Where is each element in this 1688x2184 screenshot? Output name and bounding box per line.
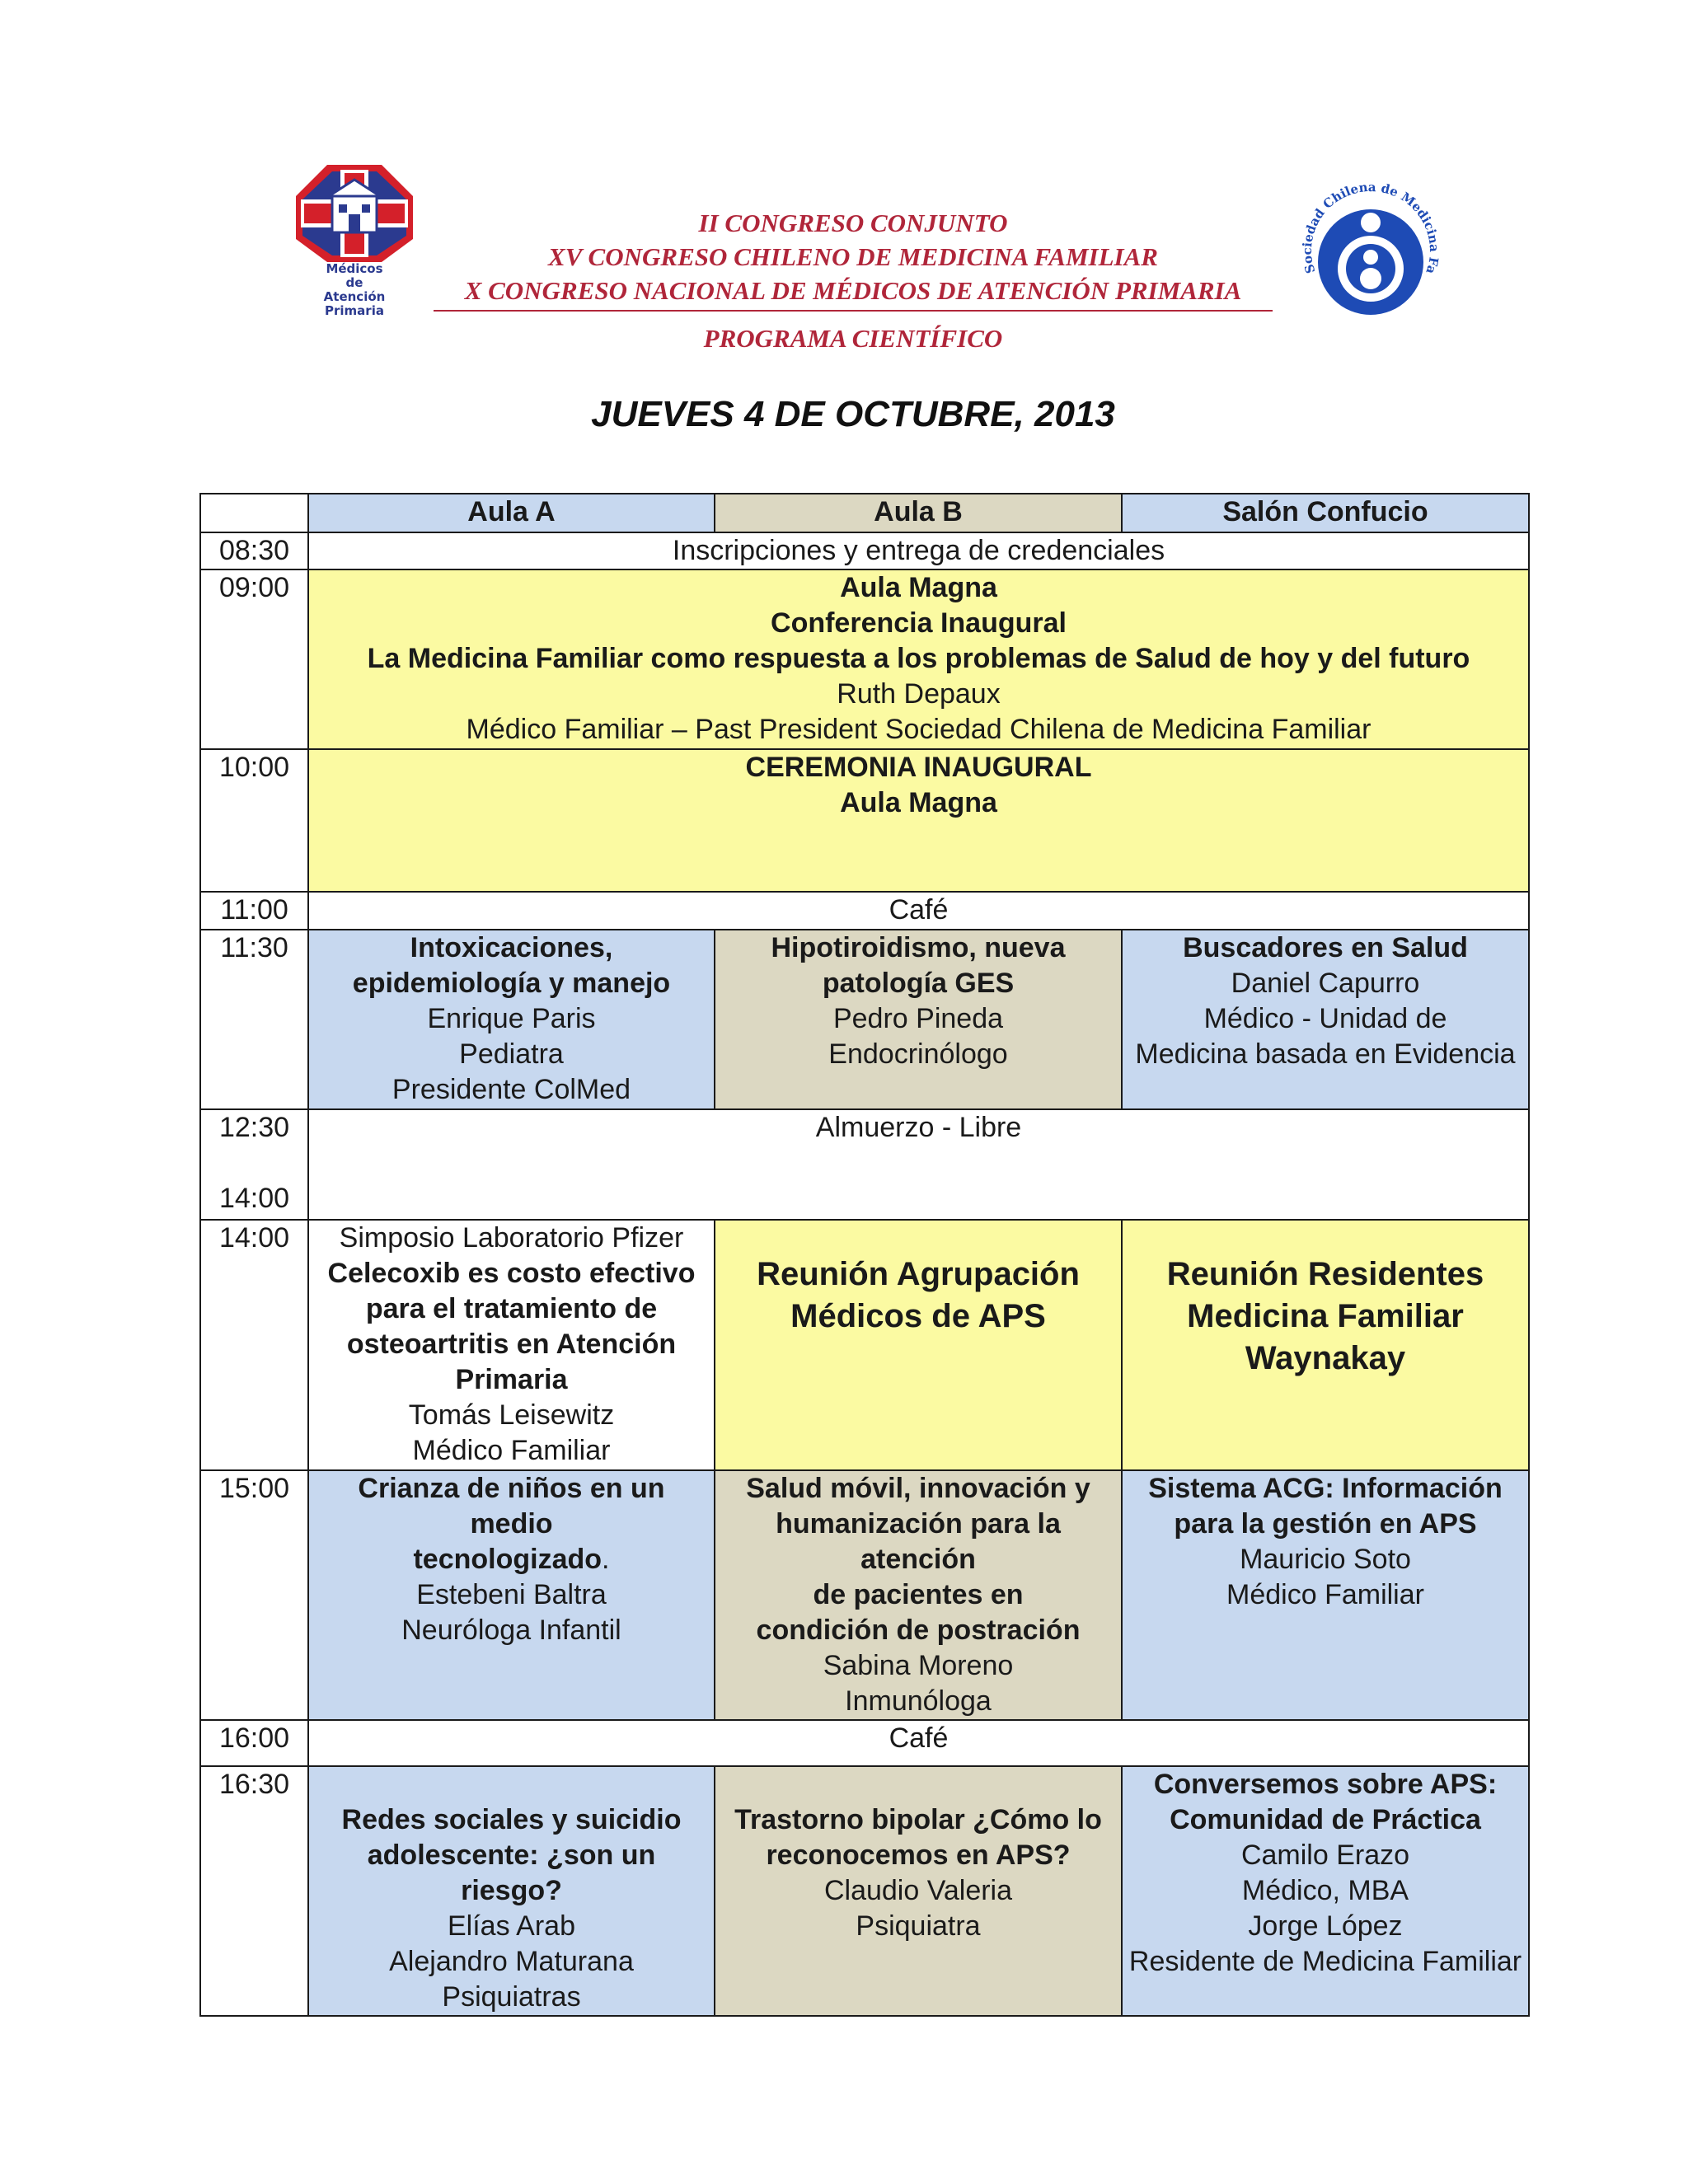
- header-aula-b: Aula B: [715, 494, 1122, 532]
- speaker: Elías Arab: [448, 1910, 575, 1942]
- time-cell: 08:30: [200, 532, 308, 569]
- logo-left-line2: de: [345, 275, 363, 290]
- session-title: Primaria: [455, 1364, 568, 1395]
- session-cell-salon-confucio: [1122, 1220, 1529, 1470]
- speaker-role: Neuróloga Infantil: [401, 1615, 621, 1646]
- coffee-break-cell: Café: [308, 1720, 1529, 1766]
- symposium-sponsor: Simposio Laboratorio Pfizer: [339, 1222, 684, 1254]
- session-title: para la gestión en APS: [1174, 1508, 1477, 1540]
- session-cell-aula-a: [308, 930, 715, 1109]
- header-salon-confucio: Salón Confucio: [1122, 494, 1529, 532]
- session-title: de pacientes en: [813, 1579, 1024, 1610]
- table-row: [200, 1470, 1529, 1720]
- speaker-role: Médico Familiar – Past President Sociedad Chilena de Medicina Familiar: [466, 714, 1372, 745]
- session-title: Hipotiroidismo, nueva: [771, 932, 1066, 963]
- session-title: adolescente: ¿son un riesgo?: [367, 1840, 656, 1906]
- session-cell-salon-confucio: [1122, 1766, 1529, 2016]
- table-row: [200, 569, 1529, 749]
- time-cell: [200, 1109, 308, 1220]
- table-row: [200, 1220, 1529, 1470]
- table-row: [200, 749, 1529, 892]
- session-cell-aula-a: [308, 1470, 715, 1720]
- speaker: Claudio Valeria: [823, 1875, 1013, 1906]
- speaker: Ruth Depaux: [837, 678, 1001, 710]
- table-row: [200, 892, 1529, 930]
- session-title: Trastorno bipolar ¿Cómo lo: [734, 1804, 1102, 1835]
- meeting-title: Reunión Agrupación: [757, 1256, 1080, 1292]
- table-row: [200, 930, 1529, 1109]
- registration-cell: Inscripciones y entrega de credenciales: [308, 532, 1529, 569]
- session-title: La Medicina Familiar como respuesta a los problemas de Salud de hoy y del futuro: [367, 643, 1470, 674]
- time-cell: 14:00: [200, 1220, 308, 1470]
- venue: Aula Magna: [840, 787, 997, 818]
- header-line-3: X CONGRESO NACIONAL DE MÉDICOS DE ATENCIÓN PRIMARIA: [464, 276, 1242, 305]
- speaker: Daniel Capurro: [1231, 968, 1420, 999]
- speaker: Tomás Leisewitz: [408, 1399, 615, 1431]
- meeting-title: Reunión Residentes: [1166, 1256, 1484, 1292]
- header-divider: [434, 310, 1273, 312]
- session-cell-aula-b: [715, 1470, 1122, 1720]
- table-header-row: [200, 494, 1529, 532]
- speaker: Enrique Paris: [427, 1003, 596, 1034]
- header-aula-a: Aula A: [308, 494, 715, 532]
- speaker-role: Médico - Unidad de: [1203, 1003, 1447, 1034]
- schedule-table: [199, 493, 1530, 2017]
- session-title: humanización para la atención: [776, 1508, 1061, 1575]
- logo-left-line3: Atención Primaria: [323, 289, 386, 318]
- program-title: PROGRAMA CIENTÍFICO: [703, 324, 1003, 353]
- coffee-break-cell: Café: [308, 892, 1529, 930]
- time-cell: 16:30: [200, 1766, 308, 2016]
- session-title: reconocemos en APS?: [766, 1840, 1071, 1871]
- time-cell: 11:00: [200, 892, 308, 930]
- session-cell-aula-b: [715, 1220, 1122, 1470]
- meeting-title: Médicos de APS: [790, 1298, 1046, 1334]
- logo-ring-text: Sociedad Chilena de Medicina Fa: [1299, 179, 1442, 276]
- session-title: tecnologizado: [413, 1544, 603, 1575]
- header-line-1: II CONGRESO CONJUNTO: [698, 209, 1008, 237]
- family-circle-icon: [1292, 173, 1449, 330]
- day-title: JUEVES 4 DE OCTUBRE, 2013: [591, 394, 1115, 434]
- session-title: Sistema ACG: Información: [1148, 1473, 1503, 1504]
- table-row: [200, 1109, 1529, 1220]
- session-cell-aula-b: [715, 1766, 1122, 2016]
- time-end: 14:00: [218, 1183, 290, 1214]
- session-cell-salon-confucio: [1122, 930, 1529, 1109]
- corner-cell: [200, 494, 308, 532]
- header-line-2: XV CONGRESO CHILENO DE MEDICINA FAMILIAR: [548, 242, 1158, 271]
- speaker: Mauricio Soto: [1240, 1544, 1411, 1575]
- meeting-title: Waynakay: [1245, 1340, 1406, 1376]
- speaker-role: Residente de Medicina Familiar: [1128, 1946, 1522, 1977]
- speaker: Estebeni Baltra: [416, 1579, 607, 1610]
- table-row: [200, 532, 1529, 569]
- cross-house-icon: [293, 162, 416, 265]
- speaker-role: Médico, MBA: [1241, 1875, 1409, 1906]
- speaker-role: Médico Familiar: [1226, 1579, 1424, 1610]
- time-cell: 15:00: [200, 1470, 308, 1720]
- session-cell-aula-a: [308, 1766, 715, 2016]
- session-title: Redes sociales y suicidio: [341, 1804, 682, 1835]
- speaker-role: Endocrinólogo: [828, 1038, 1008, 1070]
- speaker: Sabina Moreno: [823, 1650, 1014, 1681]
- session-title: patología GES: [822, 968, 1015, 999]
- speaker: Pedro Pineda: [832, 1003, 1004, 1034]
- session-cell-aula-a: [308, 1220, 715, 1470]
- time-cell: 09:00: [200, 569, 308, 749]
- session-title: Intoxicaciones,: [410, 932, 613, 963]
- medicos-atencion-primaria-logo: [293, 162, 416, 318]
- session-cell-salon-confucio: [1122, 1470, 1529, 1720]
- speaker-role: Medicina basada en Evidencia: [1135, 1038, 1516, 1070]
- table-row: [200, 1766, 1529, 2016]
- session-title: Crianza de niños en un medio: [358, 1473, 665, 1540]
- speaker: Alejandro Maturana: [389, 1946, 634, 1977]
- meeting-title: Medicina Familiar: [1187, 1298, 1464, 1334]
- table-row: [200, 1720, 1529, 1766]
- inaugural-ceremony-cell: [308, 749, 1529, 892]
- ceremony-title: CEREMONIA INAUGURAL: [745, 752, 1092, 783]
- session-title-punct: .: [602, 1544, 610, 1575]
- session-title: Salud móvil, innovación y: [746, 1473, 1090, 1504]
- session-title: para el tratamiento de: [365, 1293, 658, 1324]
- time-cell: 11:30: [200, 930, 308, 1109]
- lunch-cell: Almuerzo - Libre: [308, 1109, 1529, 1220]
- speaker-role: Presidente ColMed: [392, 1074, 631, 1105]
- time-start: 12:30: [218, 1112, 290, 1143]
- inaugural-conference-cell: [308, 569, 1529, 749]
- time-cell: 16:00: [200, 1720, 308, 1766]
- speaker-role: Pediatra: [459, 1038, 564, 1070]
- session-title: Comunidad de Práctica: [1170, 1804, 1481, 1835]
- speaker-role: Psiquiatra: [856, 1910, 981, 1942]
- logo-left-line1: Médicos: [326, 261, 383, 276]
- speaker-role: Inmunóloga: [845, 1685, 992, 1717]
- time-cell: 10:00: [200, 749, 308, 892]
- speaker-role: Médico Familiar: [412, 1435, 611, 1466]
- session-cell-aula-b: [715, 930, 1122, 1109]
- session-title: Conversemos sobre APS:: [1153, 1769, 1498, 1800]
- session-title: condición de postración: [756, 1615, 1081, 1646]
- session-title: Buscadores en Salud: [1183, 932, 1468, 963]
- session-title: osteoartritis en Atención: [346, 1329, 677, 1360]
- session-title: epidemiología y manejo: [352, 968, 671, 999]
- session-type: Conferencia Inaugural: [771, 607, 1067, 639]
- sociedad-medicina-familiar-logo: [1292, 173, 1449, 330]
- congress-header: [429, 206, 1278, 355]
- session-title: Celecoxib es costo efectivo: [327, 1258, 696, 1289]
- venue: Aula Magna: [840, 572, 997, 603]
- speaker: Camilo Erazo: [1240, 1840, 1410, 1871]
- speaker: Jorge López: [1248, 1910, 1403, 1942]
- speaker-role: Psiquiatras: [442, 1981, 581, 2013]
